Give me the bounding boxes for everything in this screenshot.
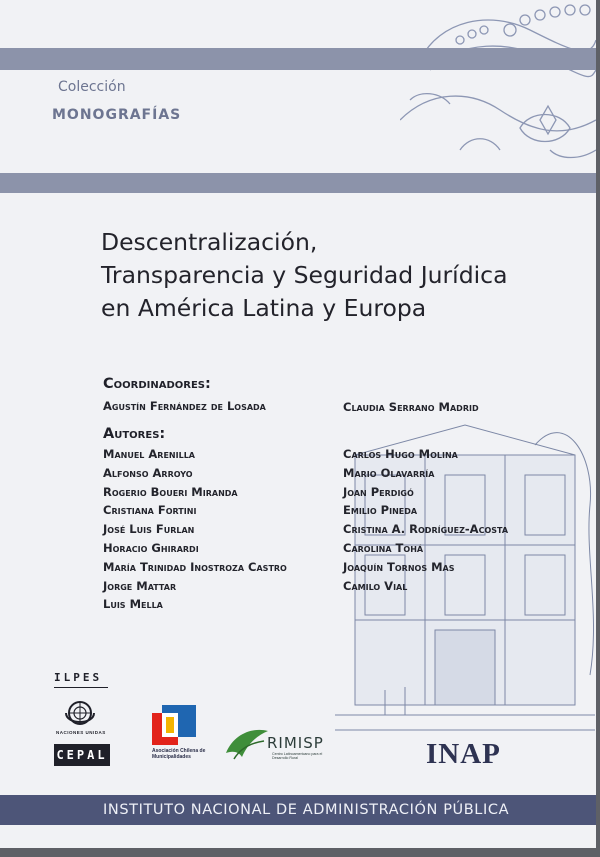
acm-logo-icon — [152, 705, 196, 745]
author-name: Mario Olavarría — [343, 465, 435, 480]
book-title — [101, 226, 571, 325]
cepal-logo: CEPAL — [54, 744, 110, 766]
author-name: Cristiana Fortini — [103, 503, 197, 518]
authors-label: Autores: — [103, 426, 166, 442]
author-name: María Trinidad Inostroza Castro — [103, 559, 287, 574]
rimisp-subtitle: Centro Latinoamericano para el Desarrollo Rural — [272, 752, 323, 761]
author-name: Horacio Ghirardi — [103, 540, 199, 555]
author-name: Carolina Tohá — [343, 540, 424, 555]
collection-label: Colección — [58, 79, 126, 95]
author-name: Rogerio Boueri Miranda — [103, 484, 238, 499]
author-name: Alfonso Arroyo — [103, 465, 193, 480]
title-line: en América Latina y Europa — [101, 294, 427, 322]
authors-list-right — [343, 445, 508, 595]
author-name: Joan Perdigó — [343, 484, 414, 499]
author-name: Jorge Mattar — [103, 578, 177, 593]
header-band — [0, 48, 596, 70]
naciones-unidas-text: NACIONES UNIDAS — [56, 730, 106, 735]
author-name: Luis Mella — [103, 597, 163, 612]
rimisp-logo-text: RIMISP — [267, 734, 324, 752]
author-name: Manuel Arenilla — [103, 447, 195, 461]
authors-list-left — [103, 445, 287, 614]
collection-name: MONOGRAFÍAS — [52, 107, 182, 123]
divider-band — [0, 173, 596, 193]
author-name: Emilio Pineda — [343, 503, 418, 518]
coordinator-name: Agustín Fernández de Losada — [103, 399, 266, 413]
author-name: José Luis Furlan — [103, 522, 195, 537]
ilpes-logo-text: ILPES — [54, 671, 103, 684]
acm-logo-text: Asociación Chilena de Municipalidades — [152, 748, 206, 760]
title-line: Descentralización, — [101, 228, 318, 256]
inap-logo: INAP — [426, 738, 501, 770]
un-emblem-icon — [62, 697, 98, 731]
publisher-name: INSTITUTO NACIONAL DE ADMINISTRACIÓN PÚBLICA — [103, 802, 510, 818]
author-name: Camilo Vial — [343, 578, 408, 593]
ilpes-underline — [54, 687, 108, 688]
author-name: Joaquín Tornos Mas — [343, 559, 455, 574]
rimisp-leaf-icon — [224, 723, 270, 763]
author-name: Cristina A. Rodríguez-Acosta — [343, 522, 509, 537]
coordinators-label: Coordinadores: — [103, 376, 211, 392]
ornament-decoration — [400, 0, 596, 175]
author-name: Carlos Hugo Molina — [343, 447, 458, 461]
coordinator-name: Claudia Serrano Madrid — [343, 400, 479, 414]
title-line: Transparencia y Seguridad Jurídica — [101, 261, 508, 289]
